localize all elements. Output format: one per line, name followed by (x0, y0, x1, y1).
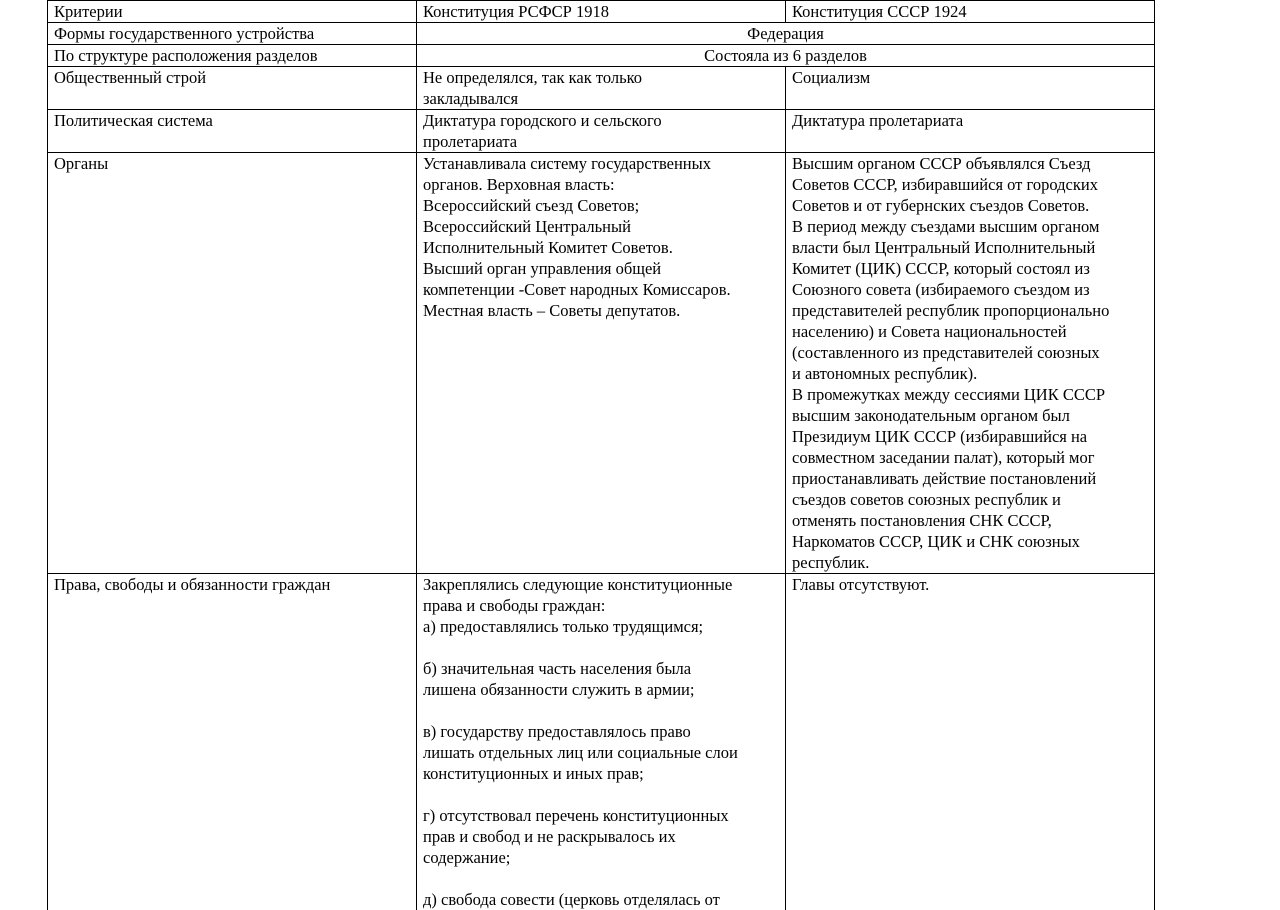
table-row-political-system (48, 110, 1155, 153)
organs-rsfsr-line: Всероссийский съезд Советов; (423, 195, 779, 216)
rights-rsfsr (417, 574, 786, 910)
row-label-structure: По структуре расположения разделов (48, 45, 417, 67)
row-label-social-order: Общественный строй (48, 67, 417, 110)
table-row-social-order (48, 67, 1155, 110)
organs-rsfsr-line: Исполнительный Комитет Советов. (423, 237, 779, 258)
header-criteria: Критерии (48, 1, 417, 23)
organs-rsfsr-line: Устанавливала систему государственных (423, 153, 779, 174)
organs-ussr-line: съездов советов союзных республик и (792, 489, 1148, 510)
table-row-structure (48, 45, 1155, 67)
political-system-ussr-line: Диктатура пролетариата (792, 110, 1148, 131)
social-order-ussr-line: Социализм (792, 67, 1148, 88)
table-header-row (48, 1, 1155, 23)
rights-rsfsr-line: права и свободы граждан: (423, 595, 779, 616)
political-system-rsfsr-line: Диктатура городского и сельского (423, 110, 779, 131)
table-row-government-form (48, 23, 1155, 45)
header-rsfsr-1918: Конституция РСФСР 1918 (417, 1, 786, 23)
organs-ussr-line: приостанавливать действие постановлений (792, 468, 1148, 489)
rights-ussr (786, 574, 1155, 910)
header-ussr-1924: Конституция СССР 1924 (786, 1, 1155, 23)
organs-ussr-line: Союзного совета (избираемого съездом из (792, 279, 1148, 300)
organs-ussr-line: населению) и Совета национальностей (792, 321, 1148, 342)
political-system-rsfsr-line: пролетариата (423, 131, 779, 152)
rights-rsfsr-line: лишать отдельных лиц или социальные слои (423, 742, 779, 763)
organs-ussr-line: Комитет (ЦИК) СССР, который состоял из (792, 258, 1148, 279)
organs-ussr-line: Наркоматов СССР, ЦИК и СНК союзных (792, 531, 1148, 552)
organs-ussr-line: республик. (792, 552, 1148, 573)
organs-rsfsr-line: Высший орган управления общей (423, 258, 779, 279)
rights-rsfsr-line: конституционных и иных прав; (423, 763, 779, 784)
rights-rsfsr-line: г) отсутствовал перечень конституционных (423, 805, 779, 826)
table-row-rights (48, 574, 1155, 910)
structure-value: Состояла из 6 разделов (417, 45, 1155, 67)
organs-ussr-line: В промежутках между сессиями ЦИК СССР (792, 384, 1148, 405)
row-label-government-form: Формы государственного устройства (48, 23, 417, 45)
social-order-rsfsr-line: Не определялся, так как только (423, 67, 779, 88)
row-label-rights: Права, свободы и обязанности граждан (48, 574, 417, 910)
organs-ussr-line: В период между съездами высшим органом (792, 216, 1148, 237)
government-form-value: Федерация (417, 23, 1155, 45)
rights-rsfsr-line: б) значительная часть населения была (423, 658, 779, 679)
organs-rsfsr-line: органов. Верховная власть: (423, 174, 779, 195)
rights-ussr-line: Главы отсутствуют. (792, 574, 1148, 595)
rights-rsfsr-line: лишена обязанности служить в армии; (423, 679, 779, 700)
organs-ussr-line: представителей республик пропорционально (792, 300, 1148, 321)
rights-rsfsr-line (423, 868, 779, 889)
organs-rsfsr (417, 153, 786, 574)
rights-rsfsr-line (423, 637, 779, 658)
constitution-comparison-table (47, 0, 1155, 910)
social-order-ussr (786, 67, 1155, 110)
rights-rsfsr-line (423, 784, 779, 805)
rights-rsfsr-line: прав и свобод и не раскрывалось их (423, 826, 779, 847)
political-system-ussr (786, 110, 1155, 153)
rights-rsfsr-line (423, 700, 779, 721)
organs-ussr-line: совместном заседании палат), который мог (792, 447, 1148, 468)
row-label-political-system: Политическая система (48, 110, 417, 153)
rights-rsfsr-line: а) предоставлялись только трудящимся; (423, 616, 779, 637)
organs-ussr-line: Высшим органом СССР объявлялся Съезд (792, 153, 1148, 174)
organs-ussr-line: Советов СССР, избиравшийся от городских (792, 174, 1148, 195)
rights-rsfsr-line: содержание; (423, 847, 779, 868)
organs-ussr-line: Президиум ЦИК СССР (избиравшийся на (792, 426, 1148, 447)
political-system-rsfsr (417, 110, 786, 153)
organs-ussr-line: власти был Центральный Исполнительный (792, 237, 1148, 258)
organs-ussr-line: высшим законодательным органом был (792, 405, 1148, 426)
row-label-organs: Органы (48, 153, 417, 574)
table-row-organs (48, 153, 1155, 574)
social-order-rsfsr-line: закладывался (423, 88, 779, 109)
organs-ussr (786, 153, 1155, 574)
rights-rsfsr-line: Закреплялись следующие конституционные (423, 574, 779, 595)
organs-ussr-line: (составленного из представителей союзных (792, 342, 1148, 363)
organs-rsfsr-line: Всероссийский Центральный (423, 216, 779, 237)
organs-ussr-line: отменять постановления СНК СССР, (792, 510, 1148, 531)
rights-rsfsr-line: в) государству предоставлялось право (423, 721, 779, 742)
organs-rsfsr-line: компетенции -Совет народных Комиссаров. (423, 279, 779, 300)
organs-rsfsr-line: Местная власть – Советы депутатов. (423, 300, 779, 321)
organs-ussr-line: и автономных республик). (792, 363, 1148, 384)
social-order-rsfsr (417, 67, 786, 110)
organs-ussr-line: Советов и от губернских съездов Советов. (792, 195, 1148, 216)
rights-rsfsr-line: д) свобода совести (церковь отделялась от (423, 889, 779, 910)
